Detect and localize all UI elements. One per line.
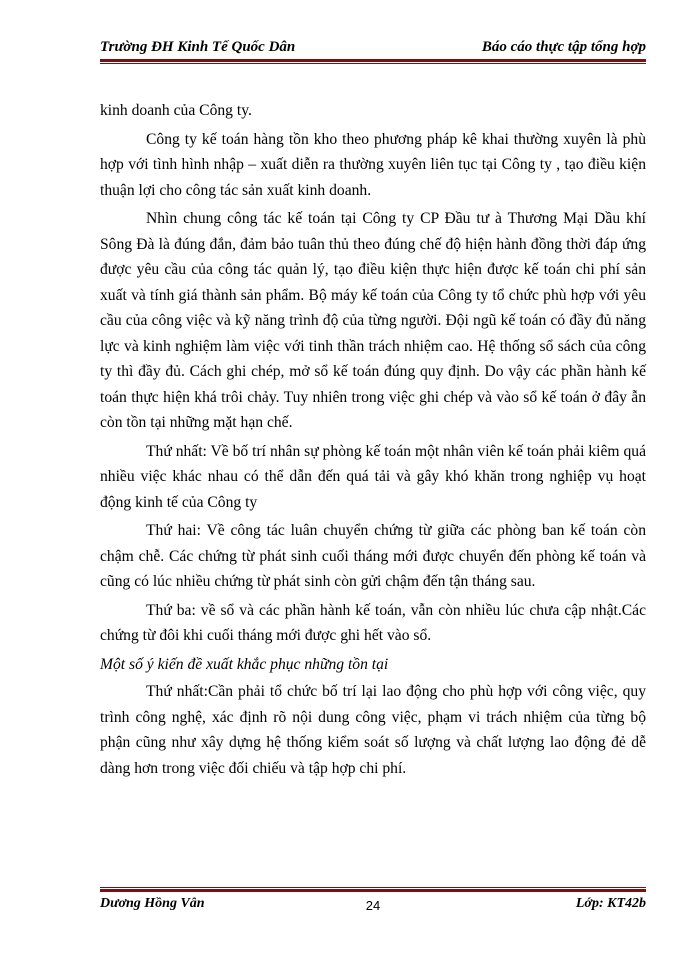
footer-rule	[100, 889, 646, 892]
paragraph: Thứ ba: về sổ và các phần hành kế toán, vẫn còn nhiều lúc chưa cập nhật.Các chứng từ đôi khi cuối tháng mới được ghi hết vào sổ.	[100, 601, 646, 644]
header-rule	[100, 59, 646, 62]
page-number: 24	[365, 898, 381, 913]
footer-rule-thin	[100, 887, 646, 888]
header-school-name: Trường ĐH Kinh Tế Quốc Dân	[100, 39, 296, 55]
header-rule-thin	[100, 63, 646, 64]
paragraph: Công ty kế toán hàng tồn kho theo phương pháp kê khai thường xuyên là phù hợp với tình hình nhập – xuất diễn ra thường xuyên liên tục tại Công ty , tạo điều kiện thuận lợi cho công tác sản xuất kinh doanh.	[100, 130, 646, 199]
header-report-title: Báo cáo thực tập tổng hợp	[481, 39, 646, 55]
paragraph: Nhìn chung công tác kế toán tại Công ty CP Đầu tư à Thương Mại Dầu khí Sông Đà là đúng đắn, đảm bảo tuân thủ theo đúng chế độ hiện hành đồng thời đáp ứng được yêu cầu của công tác quản lý, tạo điều kiện thực hiện được kế toán chi phí sản xuất và tính giá thành sản phẩm. Bộ máy kế toán của Công ty tổ chức phù hợp với yêu cầu của công việc và kỹ năng trình độ của từng người. Đội ngũ kế toán có đầy đủ năng lực và kinh nghiệm làm việc với tinh thần trách nhiệm cao. Hệ thống sổ sách của công ty thì đầy đủ. Cách ghi chép, mở sổ kế toán đúng quy định. Do vậy các phần hành kế toán thực hiện khá trôi chảy. Tuy nhiên trong việc ghi chép và vào sổ kế toán ở đây ẫn còn tồn tại những mặt hạn chế.	[100, 210, 646, 431]
paragraph: kinh doanh của Công ty.	[100, 102, 252, 119]
page-header	[100, 26, 646, 56]
section-heading: Một số ý kiến đề xuất khắc phục những tồn tại	[100, 655, 389, 673]
footer-class: Lớp: KT42b	[575, 896, 646, 911]
paragraph: Thứ hai: Về công tác luân chuyển chứng từ giữa các phòng ban kế toán còn chậm chễ. Các chứng từ phát sinh cuối tháng mới được chuyển đến phòng kế toán và cũng có lúc nhiều chứng từ phát sinh còn gửi chậm đến tận tháng sau.	[100, 522, 646, 590]
paragraph: Thứ nhất:Cần phải tổ chức bố trí lại lao động cho phù hợp với công việc, quy trình công nghệ, xác định rõ nội dung công việc, phạm vi trách nhiệm của từng bộ phận cũng như xây dựng hệ thống kiểm soát số lượng và chất lượng lao động đẻ dễ dàng hơn trong việc đối chiếu và tập hợp chi phí.	[100, 683, 646, 777]
paragraph: Thứ nhất: Về bố trí nhân sự phòng kế toán một nhân viên kế toán phải kiêm quá nhiều việc khác nhau có thể dẫn đến quá tải và gây khó khăn trong nghiệp vụ hoạt động kinh tế của Công ty	[100, 442, 646, 511]
footer-author: Dương Hồng Vân	[100, 896, 205, 911]
body-text	[100, 98, 646, 784]
page-footer	[100, 894, 646, 918]
